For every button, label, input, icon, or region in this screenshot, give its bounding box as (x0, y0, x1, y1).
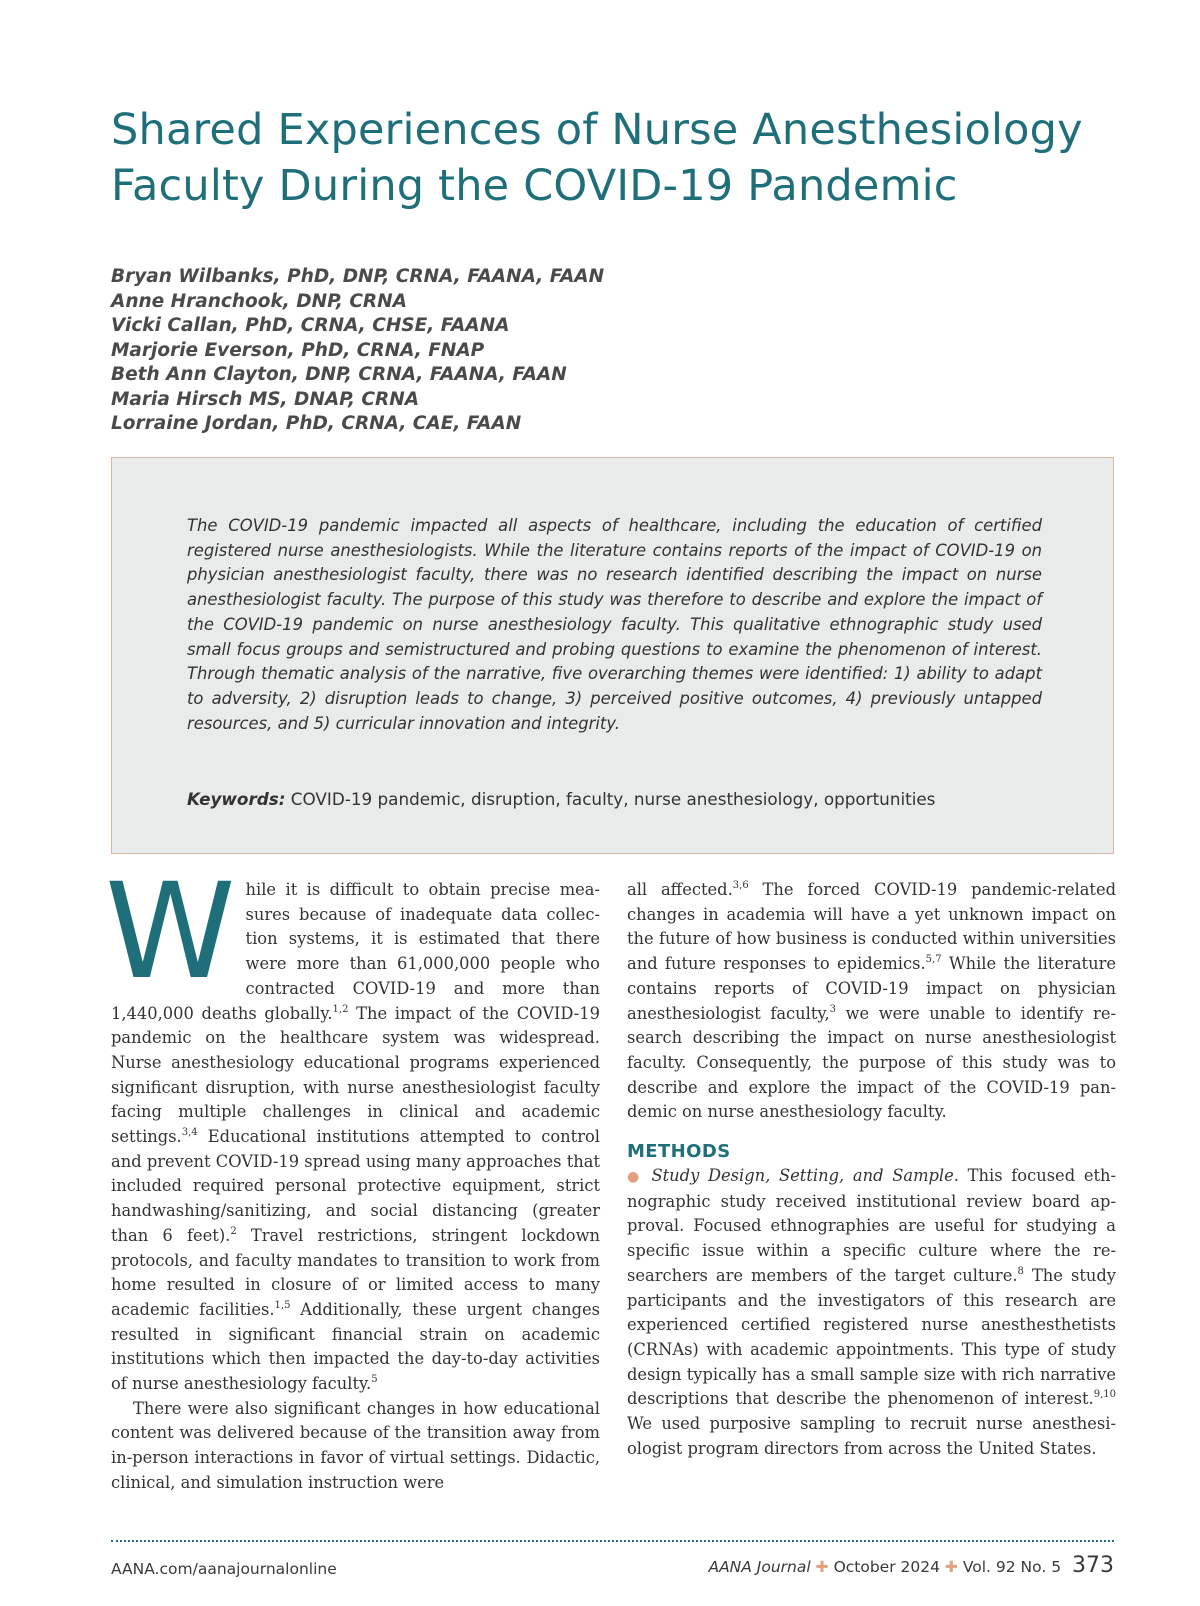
footer-divider (111, 1540, 1114, 1542)
section-heading-methods: METHODS (627, 1141, 731, 1163)
keywords-list: COVID-19 pandemic, disruption, faculty, nurse anesthesiology, opportunities (290, 789, 936, 809)
abstract-box (111, 457, 1114, 854)
author-name: Vicki Callan, PhD, CRNA, CHSE, FAANA (111, 315, 510, 336)
cross-icon: ✚ (815, 1558, 829, 1576)
author-name: Bryan Wilbanks, PhD, DNP, CRNA, FAANA, FAAN (111, 266, 605, 287)
body-paragraph: ● Study Design, Setting, and Sample. This focused ethnographic study received institutional review board approval. Focused ethnographies are useful for studying a specific issue within a specific culture where the researchers are members of the target culture.$^8$ The study participants and the investigators of this research are experienced certified registered nurse anesthesthetists (CRNAs) with academic appointments. This type of study design typically has a small sample size with rich narrative descriptions that describe the phenomenon of interest.$^{9,10}$ We used purposive sampling to recruit nurse anesthesiologist program directors from across the United States. (627, 1166, 1116, 1458)
author-name: Marjorie Everson, PhD, CRNA, FNAP (111, 339, 485, 361)
citation: 1,5 (274, 1299, 291, 1311)
citation: 3,6 (732, 880, 749, 891)
body-paragraph: There were also significant changes in how educational content was delivered because of the transition away from in-person interactions in favor of virtual settings. Didactic, clinical, and simulation instruction were (111, 1398, 600, 1492)
citation: 9,10 (1093, 1389, 1116, 1401)
volume-issue: Vol. 92 No. 5 (962, 1558, 1062, 1576)
abstract-text: The COVID-19 pandemic impacted all aspects of healthcare, including the education of certified registered nurse anesthesiologists. While the literature contains reports of the impact of COVID-19 on physician anesthesiologist faculty, there was no research identified describing the impact on nurse anesthesiologist faculty. The purpose of this study was therefore to describe and explore the impact of the COVID-19 pandemic on nurse anesthesiology faculty. This qualitative ethnographic study used small focus groups and semistructured and probing questions to examine the phenomenon of interest. Through thematic analysis of the narrative, five overarching themes were identified: 1) ability to adapt to adversity, 2) disruption leads to change, 3) perceived positive outcomes, 4) previously untapped resources, and 5) curricular innovation and integrity. (187, 516, 1042, 733)
author-name: Maria Hirsch MS, DNAP, CRNA (111, 388, 420, 410)
citation: 5,7 (925, 954, 942, 966)
issue-date: October 2024 (833, 1558, 940, 1576)
body-paragraph: While it is difficult to obtain precise measures because of inadequate data collection systems, it is estimated that there were more than 61,000,000 people who contracted COVID-19 and more than 1,440,000 deaths globally.$^{1,2}$ The impact of the COVID-19 pandemic on the healthcare system was widespread. Nurse anesthesiology educational programs experienced significant disruption, with nurse anesthesiologist faculty facing multiple challenges in clinical and academic settings.$^{3,4}$ Educational institutions attempted to control and prevent COVID-19 spread using many approaches that included required personal protective equipment, strict handwashing/sanitizing, and social distancing (greater than 6 feet).$^2$ Travel restrictions, stringent lockdown protocols, and faculty mandates to transition to work from home resulted in closure of or limited access to many academic facilities.$^{1,5}$ Additionally, these urgent changes resulted in significant financial strain on academic institutions which then impacted the day-to-day activities of nurse anesthesiology faculty.$^5$ (105, 855, 600, 1394)
journal-name: AANA Journal (708, 1558, 811, 1576)
citation: 1,2 (332, 1003, 349, 1015)
body-column-right (627, 878, 1116, 1461)
author-list (111, 265, 811, 437)
footer-website-link[interactable]: AANA.com/aanajournalonline (111, 1560, 337, 1578)
cross-icon: ✚ (944, 1558, 958, 1576)
page-number: 373 (1072, 1553, 1114, 1578)
keywords-label: Keywords: (187, 789, 286, 809)
author-name: Anne Hranchook, DNP, CRNA (111, 290, 407, 312)
author-name: Lorraine Jordan, PhD, CRNA, CAE, FAAN (111, 413, 522, 434)
citation: 8 (1017, 1265, 1024, 1277)
body-paragraph: all affected.$^{3,6}$ The forced COVID-19 pandemic-related changes in academia will have a yet unknown impact on the future of how business is conducted within universities and future responses to epidemics.$^{5,7}$ While the literature contains reports of COVID-19 impact on physician anesthesiologist faculty,$^3$ we were unable to identify research describing the impact on nurse anesthesiologist faculty. Consequently, the purpose of this study was to describe and explore the impact of the COVID-19 pandemic on nurse anesthesiology faculty. (627, 880, 1116, 1122)
article-title: Shared Experiences of Nurse Anesthesiology Faculty During the COVID-19 Pandemic (111, 105, 1083, 211)
citation: 2 (230, 1225, 237, 1237)
bullet-icon: ● (627, 1169, 643, 1186)
citation: 3 (829, 1003, 836, 1015)
subsection-runin-heading: Study Design, Setting, and Sample. (651, 1166, 959, 1186)
drop-cap: W (105, 855, 236, 1009)
citation: 5 (371, 1374, 378, 1386)
citation: 3,4 (181, 1127, 198, 1139)
author-name: Beth Ann Clayton, DNP, CRNA, FAANA, FAAN (111, 364, 567, 385)
footer-citation (708, 1553, 1114, 1578)
body-column-left (105, 855, 600, 1496)
keywords-line (187, 787, 1067, 811)
